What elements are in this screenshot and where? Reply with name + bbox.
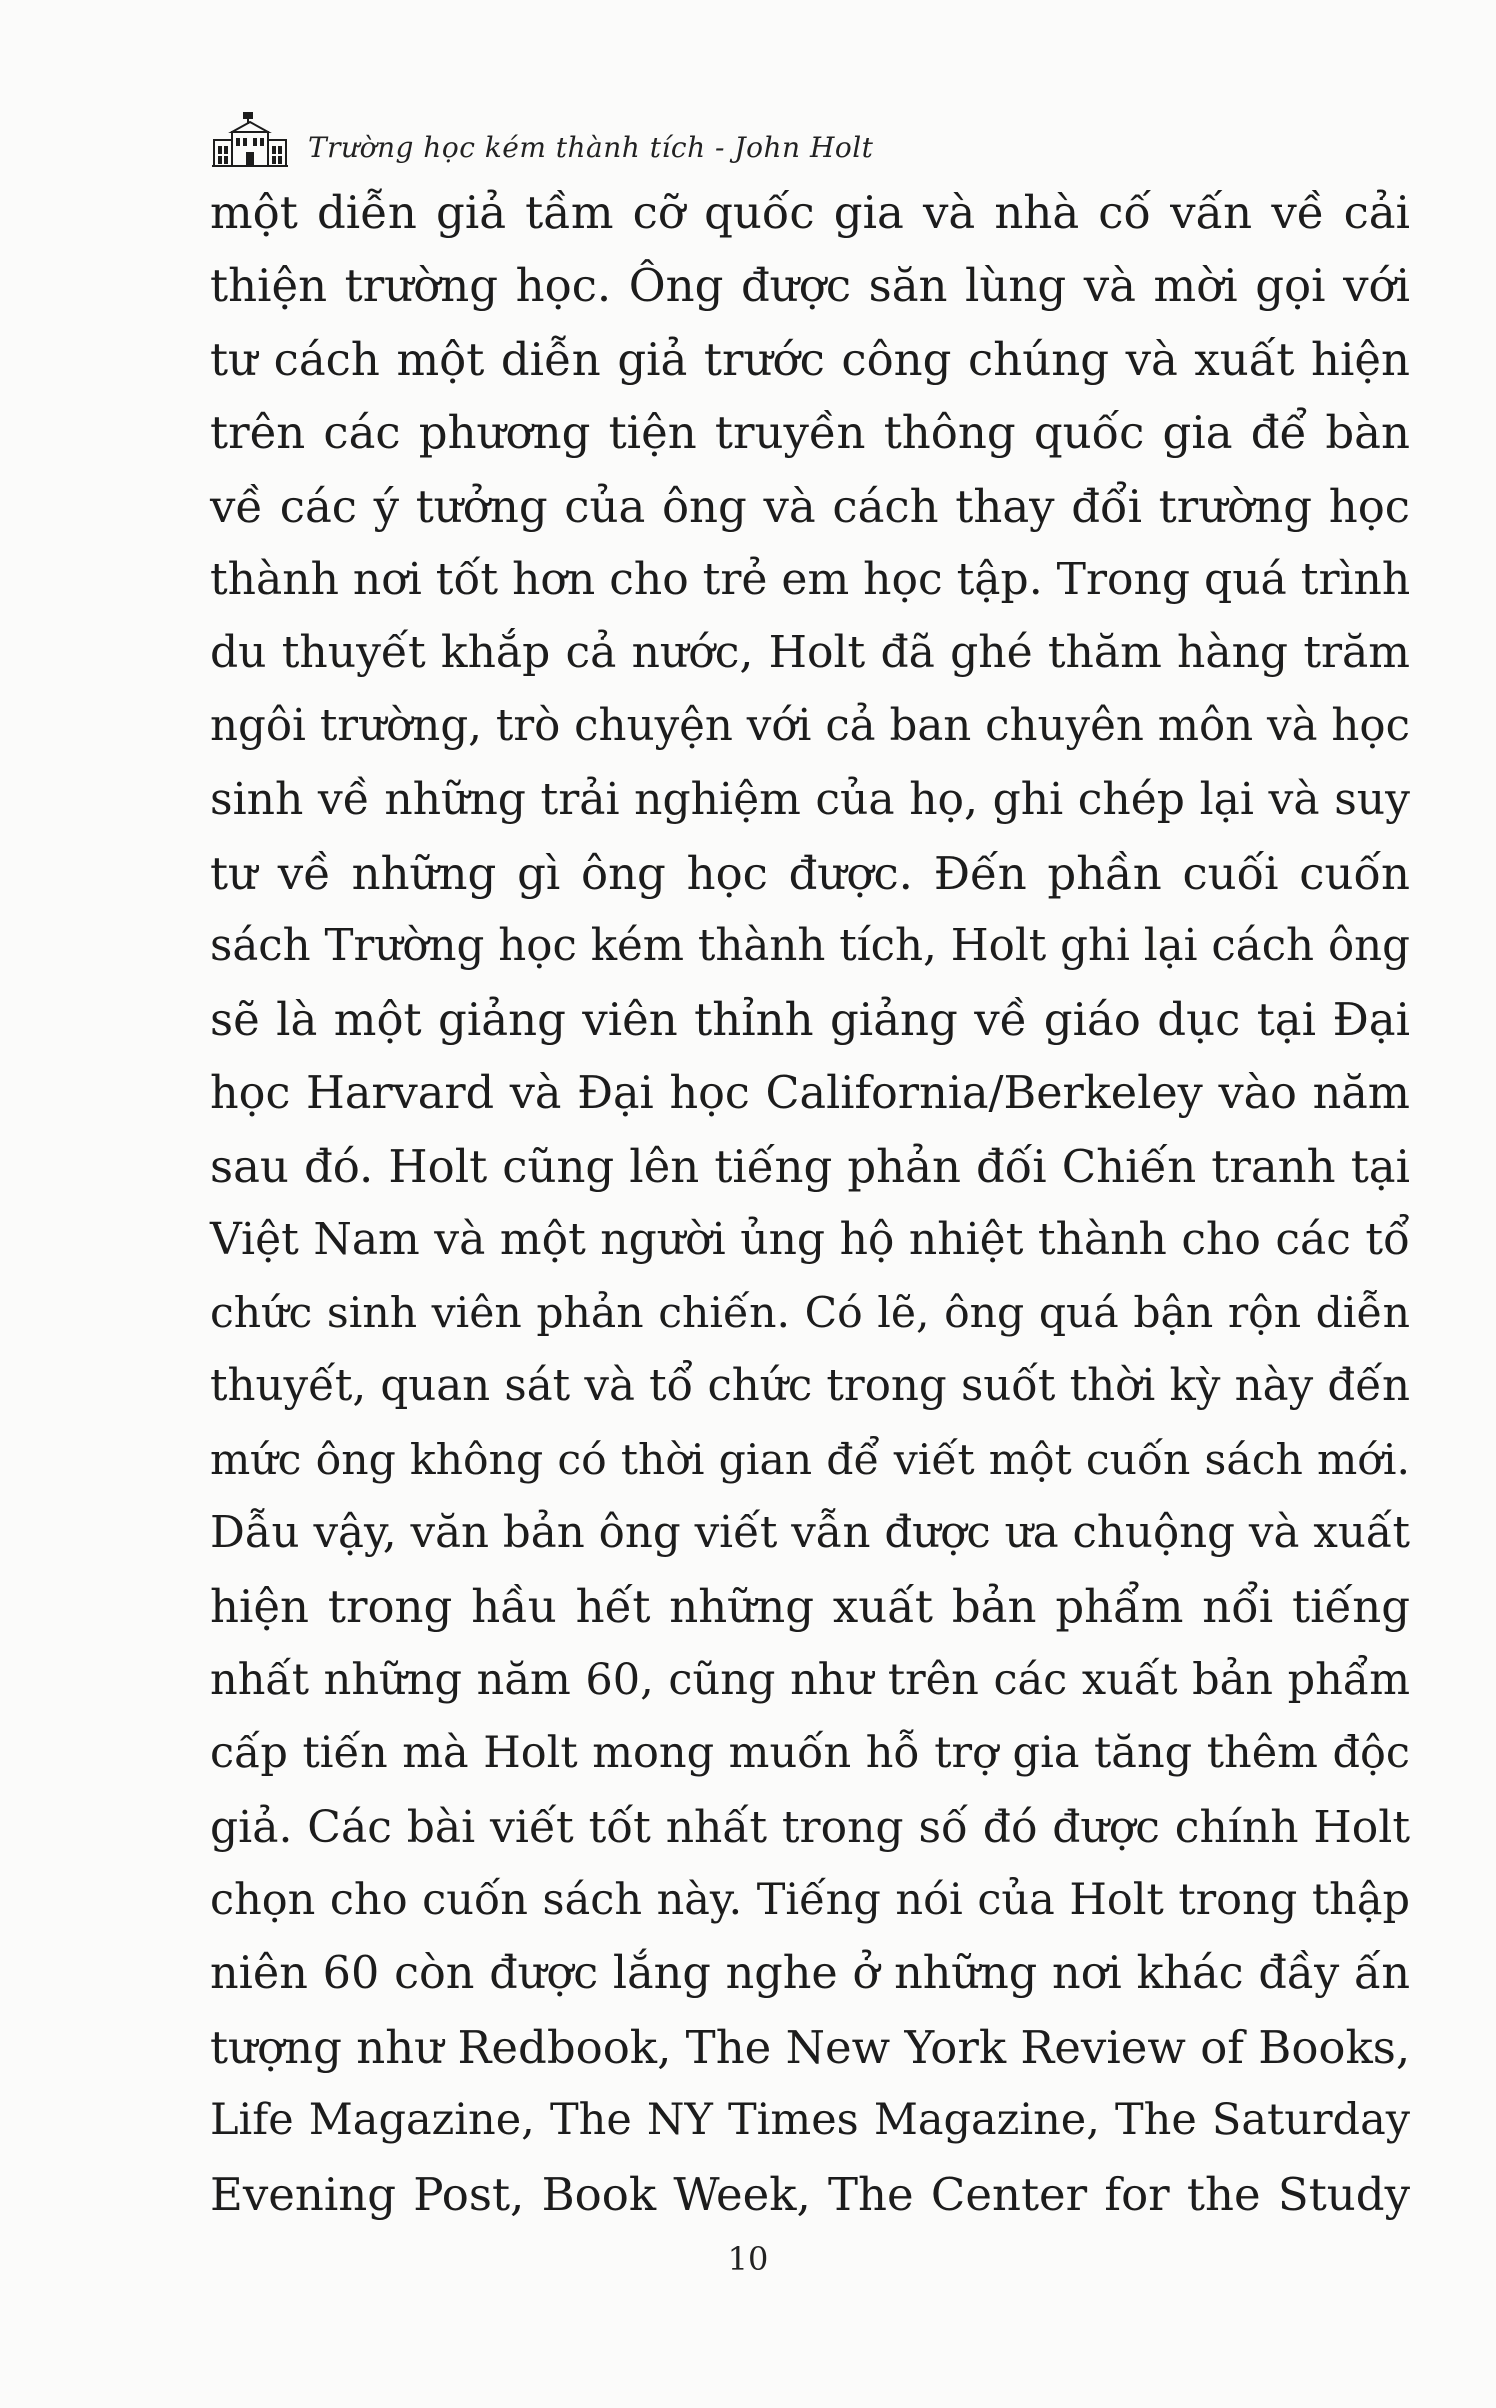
text-line: sinh về những trải nghiệm của họ, ghi chép lại và suy (210, 774, 1410, 826)
page-number: 10 (727, 2240, 769, 2278)
body-text (210, 176, 1410, 2231)
text-line: tư cách một diễn giả trước công chúng và xuất hiện (210, 332, 1410, 386)
text-line: giả. Các bài viết tốt nhất trong số đó được chính Holt (210, 1801, 1410, 1853)
text-line: thiện trường học. Ông được săn lùng và mời gọi với (210, 259, 1410, 313)
text-line: thành nơi tốt hơn cho trẻ em học tập. Trong quá trình (210, 553, 1411, 605)
text-line: một diễn giả tầm cỡ quốc gia và nhà cố vấn về cải (210, 186, 1410, 239)
text-line: Life Magazine, The NY Times Magazine, The Saturday (210, 2095, 1410, 2146)
text-line: tư về những gì ông học được. Đến phần cuối cuốn (210, 846, 1410, 900)
text-line: sách Trường học kém thành tích, Holt ghi lại cách ông (210, 920, 1410, 971)
text-line: tượng như Redbook, The New York Review of Books, (210, 2020, 1411, 2074)
text-line: Dẫu vậy, văn bản ông viết vẫn được ưa chuộng và xuất (210, 1508, 1410, 1559)
running-title: Trường học kém thành tích - John Holt (308, 131, 874, 164)
text-line: cấp tiến mà Holt mong muốn hỗ trợ gia tăng thêm độc (210, 1728, 1410, 1779)
text-line: thuyết, quan sát và tổ chức trong suốt thời kỳ này đến (210, 1361, 1410, 1412)
text-line: về các ý tưởng của ông và cách thay đổi trường học (210, 479, 1410, 533)
running-head (210, 100, 873, 170)
text-line: học Harvard và Đại học California/Berkeley vào năm (210, 1067, 1410, 1119)
text-line: Evening Post, Book Week, The Center for the Study (210, 2167, 1410, 2221)
text-line: trên các phương tiện truyền thông quốc gia để bàn (210, 406, 1410, 460)
text-line: hiện trong hầu hết những xuất bản phẩm nổi tiếng (210, 1580, 1410, 1634)
text-line: ngôi trường, trò chuyện với cả ban chuyên môn và học (210, 700, 1410, 751)
school-building-icon (210, 110, 290, 170)
text-line: sau đó. Holt cũng lên tiếng phản đối Chiến tranh tại (210, 1140, 1410, 1194)
text-line: du thuyết khắp cả nước, Holt đã ghé thăm hàng trăm (210, 627, 1410, 679)
text-line: nhất những năm 60, cũng như trên các xuất bản phẩm (210, 1654, 1410, 1705)
text-line: mức ông không có thời gian để viết một cuốn sách mới. (210, 1435, 1410, 1485)
text-line: niên 60 còn được lắng nghe ở những nơi khác đầy ấn (210, 1948, 1410, 2000)
text-line: sẽ là một giảng viên thỉnh giảng về giáo dục tại Đại (210, 993, 1410, 1047)
text-line: chọn cho cuốn sách này. Tiếng nói của Holt trong thập (210, 1874, 1410, 1925)
text-line: chức sinh viên phản chiến. Có lẽ, ông quá bận rộn diễn (210, 1288, 1410, 1338)
text-line: Việt Nam và một người ủng hộ nhiệt thành cho các tổ (210, 1214, 1410, 1266)
